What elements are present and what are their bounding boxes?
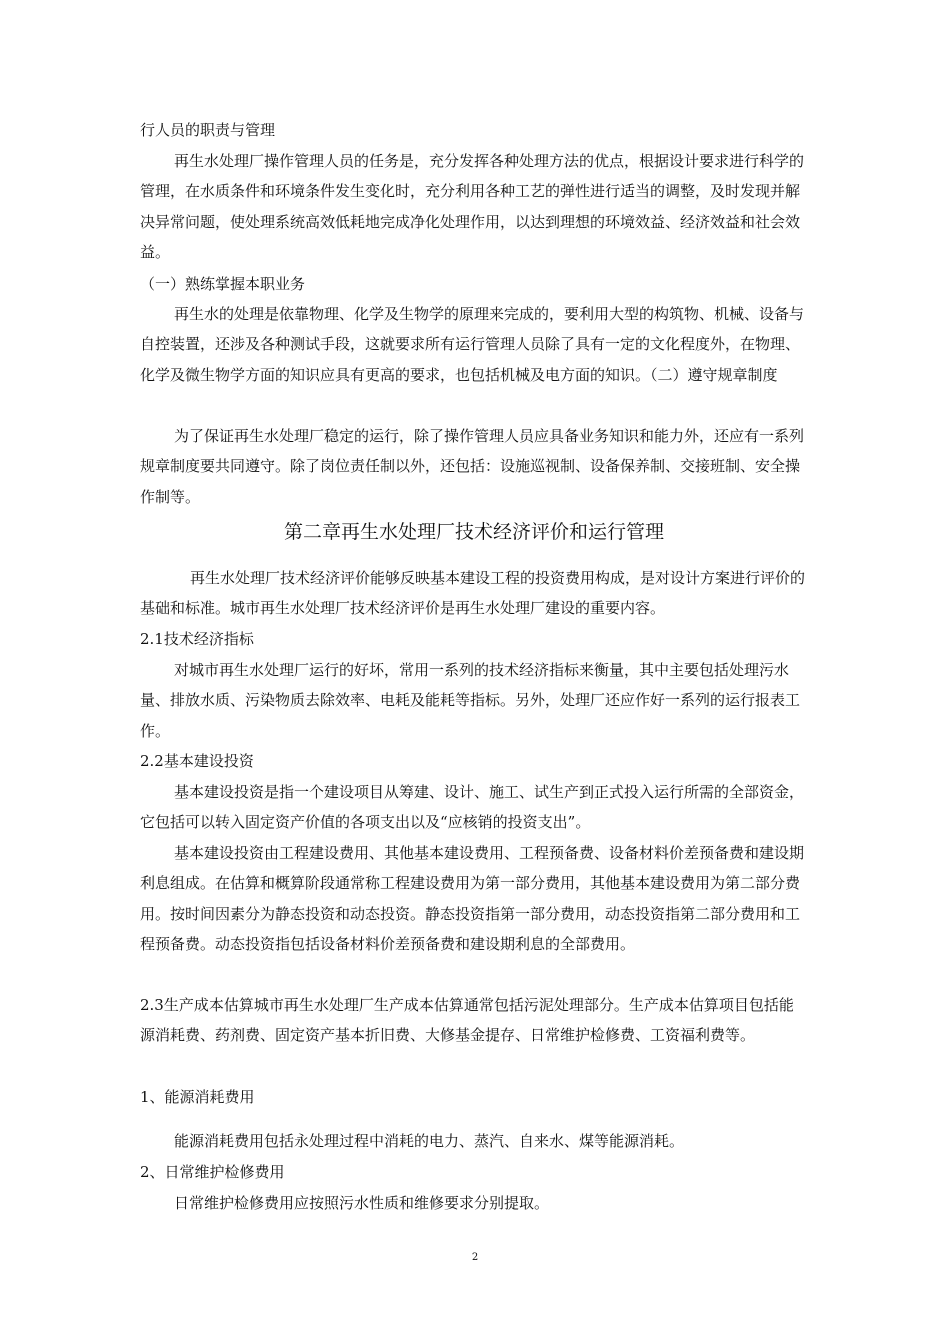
paragraph-treatment-knowledge: 再生水的处理是依靠物理、化学及生物学的原理来完成的，要利用大型的构筑物、机械、设备与自控装置，还涉及各种测试手段，这就要求所有运行管理人员除了具有一定的文化程度外，在物理、化学及微生物学方面的知识应具有更高的要求，也包括机械及电方面的知识。（二）遵守规章制度 (140, 305, 805, 384)
paragraph-investment-composition: 基本建设投资由工程建设费用、其他基本建设费用、工程预备费、设备材料价差预备费和建设期利息组成。在估算和概算阶段通常称工程建设费用为第一部分费用，其他基本建设费用为第二部分费用。按时间因素分为静态投资和动态投资。静态投资指第一部分费用，动态投资指第二部分费用和工程预备费。动态投资指包括设备材料价差预备费和建设期利息的全部费用。 (140, 844, 805, 953)
section-heading-2-2: 2.2基本建设投资 (140, 752, 254, 770)
paragraph-continuation: 行人员的职责与管理 (140, 121, 276, 139)
item-heading-energy: 1、能源消耗费用 (140, 1088, 255, 1106)
paragraph-operator-tasks: 再生水处理厂操作管理人员的任务是，充分发挥各种处理方法的优点，根据设计要求进行科学的管理，在水质条件和环境条件发生变化时，充分利用各种工艺的弹性进行适当的调整，及时发现并解决异常问题，使处理系统高效低耗地完成净化处理作用，以达到理想的环境效益、经济效益和社会效益。 (140, 152, 805, 261)
paragraph-energy: 能源消耗费用包括永处理过程中消耗的电力、蒸汽、自来水、煤等能源消耗。 (174, 1132, 685, 1150)
paragraph-indicators: 对城市再生水处理厂运行的好坏，常用一系列的技术经济指标来衡量，其中主要包括处理污水量、排放水质、污染物质去除效率、电耗及能耗等指标。另外，处理厂还应作好一系列的运行报表工作。 (140, 661, 801, 740)
paragraph-investment-definition: 基本建设投资是指一个建设项目从筹建、设计、施工、试生产到正式投入运行所需的全部资金，它包括可以转入固定资产价值的各项支出以及“应核销的投资支出”。 (140, 783, 805, 832)
subheading-master-duties: （一）熟练掌握本职业务 (140, 275, 306, 293)
chapter-title: 第二章再生水处理厂技术经济评价和运行管理 (283, 521, 664, 543)
paragraph-cost-estimation: 2.3生产成本估算城市再生水处理厂生产成本估算通常包括污泥处理部分。生产成本估算项目包括能源消耗费、药剂费、固定资产基本折旧费、大修基金提存、日常维护检修费、工资福利费等。 (140, 996, 794, 1045)
item-heading-maintenance: 2、日常维护检修费用 (140, 1163, 285, 1181)
paragraph-rules: 为了保证再生水处理厂稳定的运行，除了操作管理人员应具备业务知识和能力外，还应有一系列规章制度要共同遵守。除了岗位责任制以外，还包括：设施巡视制、设备保养制、交接班制、安全操作制等。 (140, 427, 805, 506)
paragraph-evaluation-intro: 再生水处理厂技术经济评价能够反映基本建设工程的投资费用构成，是对设计方案进行评价的基础和标准。城市再生水处理厂技术经济评价是再生水处理厂建设的重要内容。 (140, 569, 806, 618)
section-heading-2-1: 2.1技术经济指标 (140, 630, 254, 648)
page-number: 2 (471, 1252, 479, 1263)
paragraph-maintenance: 日常维护检修费用应按照污水性质和维修要求分别提取。 (174, 1194, 550, 1212)
